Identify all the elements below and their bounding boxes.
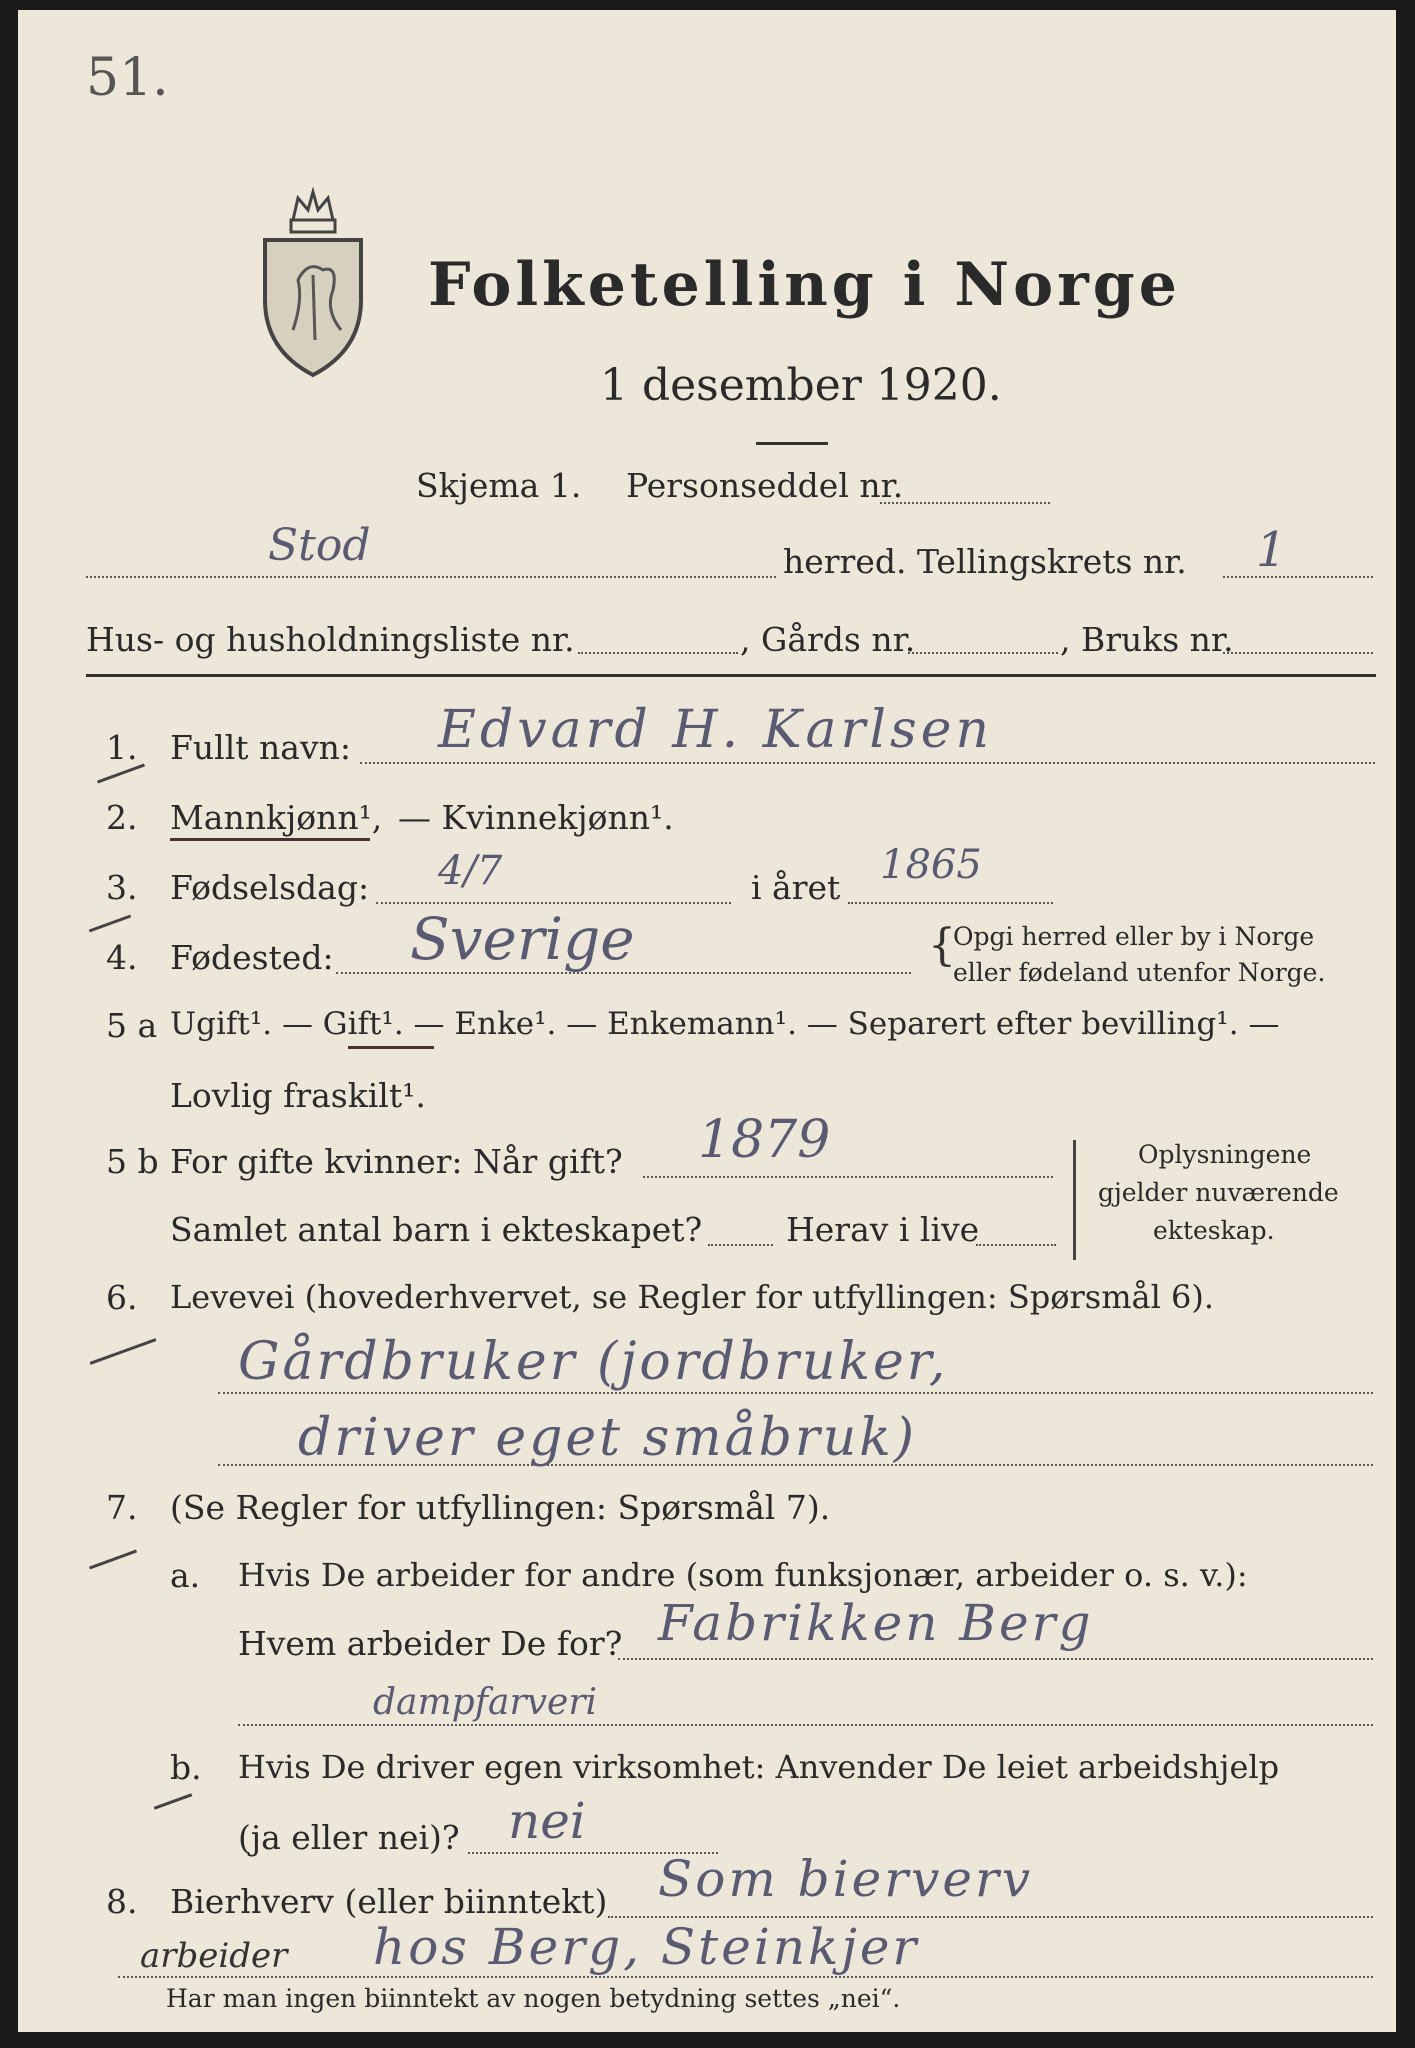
q5b-number: 5 b: [106, 1142, 159, 1181]
q4-label: Fødested:: [170, 938, 334, 977]
q5b-label: For gifte kvinner: Når gift?: [170, 1142, 623, 1181]
q3-year-value: 1865: [880, 842, 982, 888]
q7b-text: Hvis De driver egen virksomhet: Anvender De leiet arbeidshjelp: [238, 1748, 1280, 1786]
q7b-letter: b.: [170, 1748, 202, 1787]
herred-field[interactable]: [86, 576, 776, 578]
q1-label: Fullt navn:: [170, 728, 351, 767]
footer-note: Har man ingen biinntekt av nogen betydning settes „nei“.: [166, 1984, 901, 2013]
q8-label: Bierhverv (eller biinntekt): [170, 1882, 608, 1921]
hus-field[interactable]: [578, 652, 738, 654]
bruks-field[interactable]: [1223, 652, 1373, 654]
q8-value: Som bierverv: [658, 1850, 1034, 1908]
census-form-page: [18, 10, 1396, 2032]
q5a-number: 5 a: [106, 1006, 158, 1045]
q7a-value: Fabrikken Berg: [658, 1594, 1094, 1652]
herred-value: Stod: [268, 520, 371, 571]
q8-value-2: hos Berg, Steinkjer: [373, 1918, 920, 1976]
q5b-children-label: Samlet antal barn i ekteskapet?: [170, 1210, 703, 1249]
header-rule: [86, 674, 1376, 677]
q5b-alive-field[interactable]: [976, 1244, 1056, 1246]
q5b-note-3: ekteskap.: [1153, 1216, 1275, 1245]
q7a-letter: a.: [170, 1556, 201, 1595]
q7b-question: (ja eller nei)?: [238, 1818, 460, 1857]
q2-number: 2.: [106, 798, 138, 837]
check-mark: [90, 1338, 157, 1365]
check-mark: [154, 1793, 193, 1810]
title-divider: [756, 442, 828, 445]
q4-value: Sverige: [410, 905, 635, 973]
gards-field[interactable]: [908, 652, 1058, 654]
q7a-field[interactable]: [618, 1658, 1373, 1660]
personseddel-label: Personseddel nr.: [626, 466, 904, 505]
q6-field-1[interactable]: [218, 1392, 1373, 1394]
q7b-value: nei: [508, 1792, 586, 1850]
q7a-field-2[interactable]: [238, 1724, 1373, 1726]
q4-number: 4.: [106, 938, 138, 977]
q5b-field[interactable]: [643, 1176, 1053, 1178]
q5b-note-2: gjelder nuværende: [1098, 1178, 1339, 1207]
q6-number: 6.: [106, 1278, 138, 1317]
q3-label: Fødselsdag:: [170, 868, 370, 907]
q5a-options: Ugift¹. — Gift¹. — Enke¹. — Enkemann¹. — Separert efter bevilling¹. —: [170, 1006, 1280, 1042]
q7-label: (Se Regler for utfyllingen: Spørsmål 7).: [170, 1488, 831, 1527]
q5b-note-1: Oplysningene: [1138, 1140, 1312, 1169]
q3-day-value: 4/7: [438, 848, 503, 894]
gards-label: , Gårds nr.: [740, 620, 916, 659]
q4-note-2: eller fødeland utenfor Norge.: [953, 958, 1326, 987]
q5b-value: 1879: [698, 1110, 831, 1170]
check-mark: [89, 1550, 137, 1570]
coat-of-arms-icon: [253, 180, 373, 384]
census-date: 1 desember 1920.: [600, 360, 1002, 411]
hus-label: Hus- og husholdningsliste nr.: [86, 620, 575, 659]
personseddel-field[interactable]: [880, 502, 1050, 504]
herred-label: herred. Tellingskrets nr.: [783, 542, 1187, 581]
q6-label: Levevei (hovederhvervet, se Regler for utfyllingen: Spørsmål 6).: [170, 1278, 1215, 1316]
q3-year-label: i året: [751, 868, 841, 907]
bruks-label: , Bruks nr.: [1060, 620, 1234, 659]
q7a-question: Hvem arbeider De for?: [238, 1624, 623, 1663]
q5b-alive-label: Herav i live: [786, 1210, 980, 1249]
q8-value-2-prefix: arbeider: [140, 1936, 288, 1976]
q3-number: 3.: [106, 868, 138, 907]
q4-note-1: Opgi herred eller by i Norge: [953, 922, 1315, 951]
q2-female: — Kvinnekjønn¹.: [398, 798, 674, 837]
q6-value-2: driver eget småbruk): [298, 1408, 917, 1468]
check-mark: [89, 915, 131, 933]
q8-number: 8.: [106, 1882, 138, 1921]
q1-field[interactable]: [360, 762, 1375, 764]
q3-day-field[interactable]: [376, 902, 731, 904]
brace-icon: {: [928, 920, 956, 971]
q3-year-field[interactable]: [848, 902, 1053, 904]
q7a-value-2: dampfarveri: [373, 1682, 598, 1723]
q7a-text: Hvis De arbeider for andre (som funksjonær, arbeider o. s. v.):: [238, 1556, 1248, 1594]
q6-value-1: Gårdbruker (jordbruker,: [238, 1332, 949, 1392]
tellingskrets-value: 1: [1256, 522, 1287, 578]
corner-number: 51.: [86, 48, 169, 108]
tellingskrets-field[interactable]: [1223, 576, 1373, 578]
q5b-children-field[interactable]: [708, 1244, 773, 1246]
q2-male: Mannkjønn¹,: [170, 798, 383, 837]
q7-number: 7.: [106, 1488, 138, 1527]
brace-divider: [1073, 1140, 1076, 1260]
skjema-label: Skjema 1.: [416, 466, 582, 505]
q2-male-underline: [170, 838, 370, 841]
q5a-gift-underline: [348, 1046, 434, 1049]
q8-field-2[interactable]: [118, 1976, 1373, 1978]
q1-number: 1.: [106, 728, 138, 767]
page-title: Folketelling i Norge: [428, 250, 1181, 320]
q1-value: Edvard H. Karlsen: [438, 700, 993, 760]
q5a-options-2: Lovlig fraskilt¹.: [170, 1076, 426, 1115]
